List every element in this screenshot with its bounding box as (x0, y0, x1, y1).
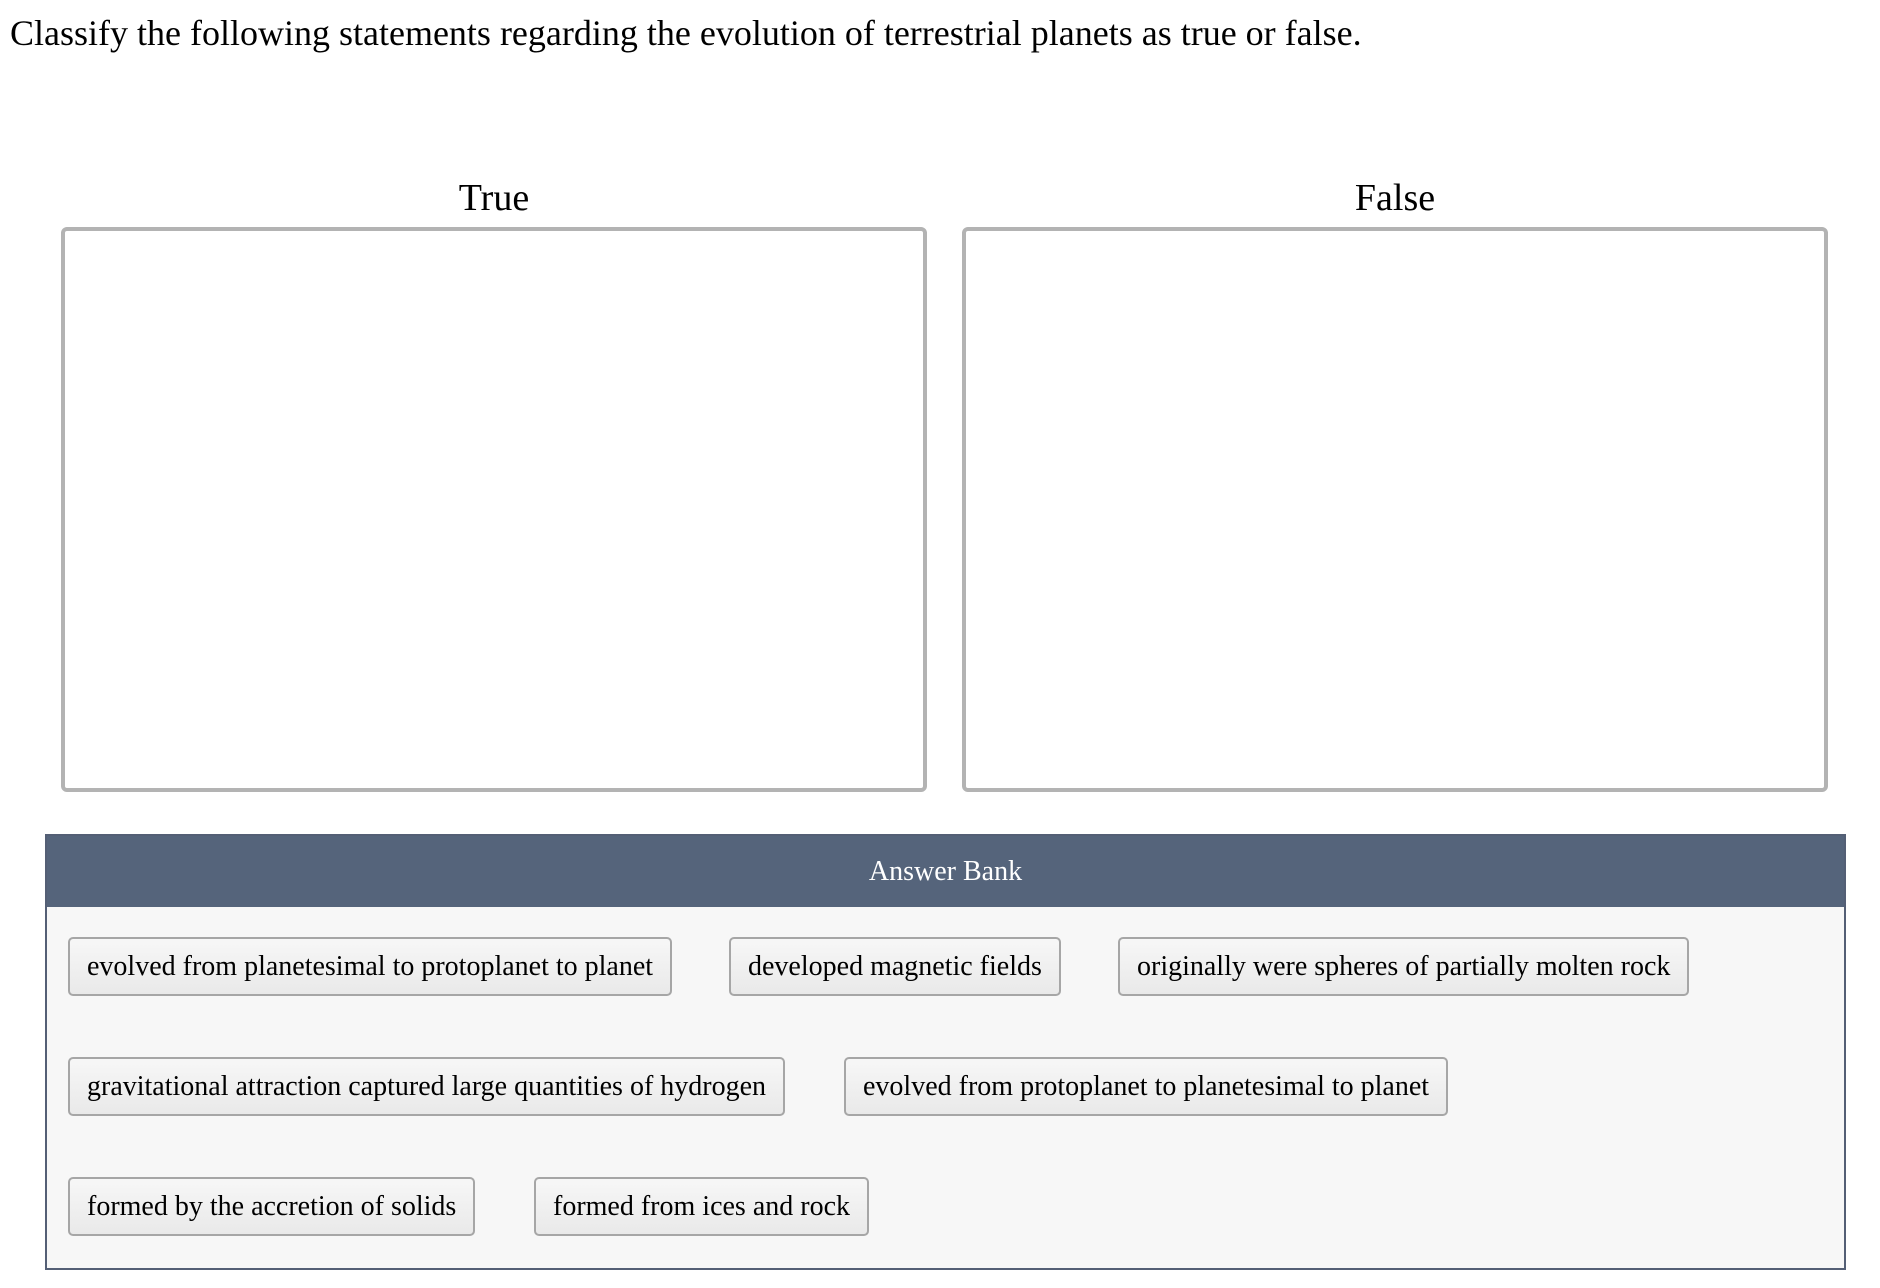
answer-chip[interactable]: gravitational attraction captured large quantities of hydrogen (68, 1057, 785, 1116)
answer-chip[interactable]: evolved from protoplanet to planetesimal to planet (844, 1057, 1448, 1116)
true-drop-zone[interactable] (61, 227, 927, 792)
question-prompt: Classify the following statements regarding the evolution of terrestrial planets as true or false. (10, 13, 1362, 53)
answer-chip[interactable]: formed by the accretion of solids (68, 1177, 475, 1236)
answer-chip[interactable]: developed magnetic fields (729, 937, 1061, 996)
false-bin-title: False (1354, 177, 1436, 219)
false-drop-zone[interactable] (962, 227, 1828, 792)
answer-chip[interactable]: formed from ices and rock (534, 1177, 869, 1236)
answer-bank-header: Answer Bank (47, 836, 1844, 907)
true-bin-title: True (458, 177, 530, 219)
answer-bank (45, 834, 1846, 1270)
answer-chip[interactable]: evolved from planetesimal to protoplanet to planet (68, 937, 672, 996)
answer-chip[interactable]: originally were spheres of partially molten rock (1118, 937, 1689, 996)
